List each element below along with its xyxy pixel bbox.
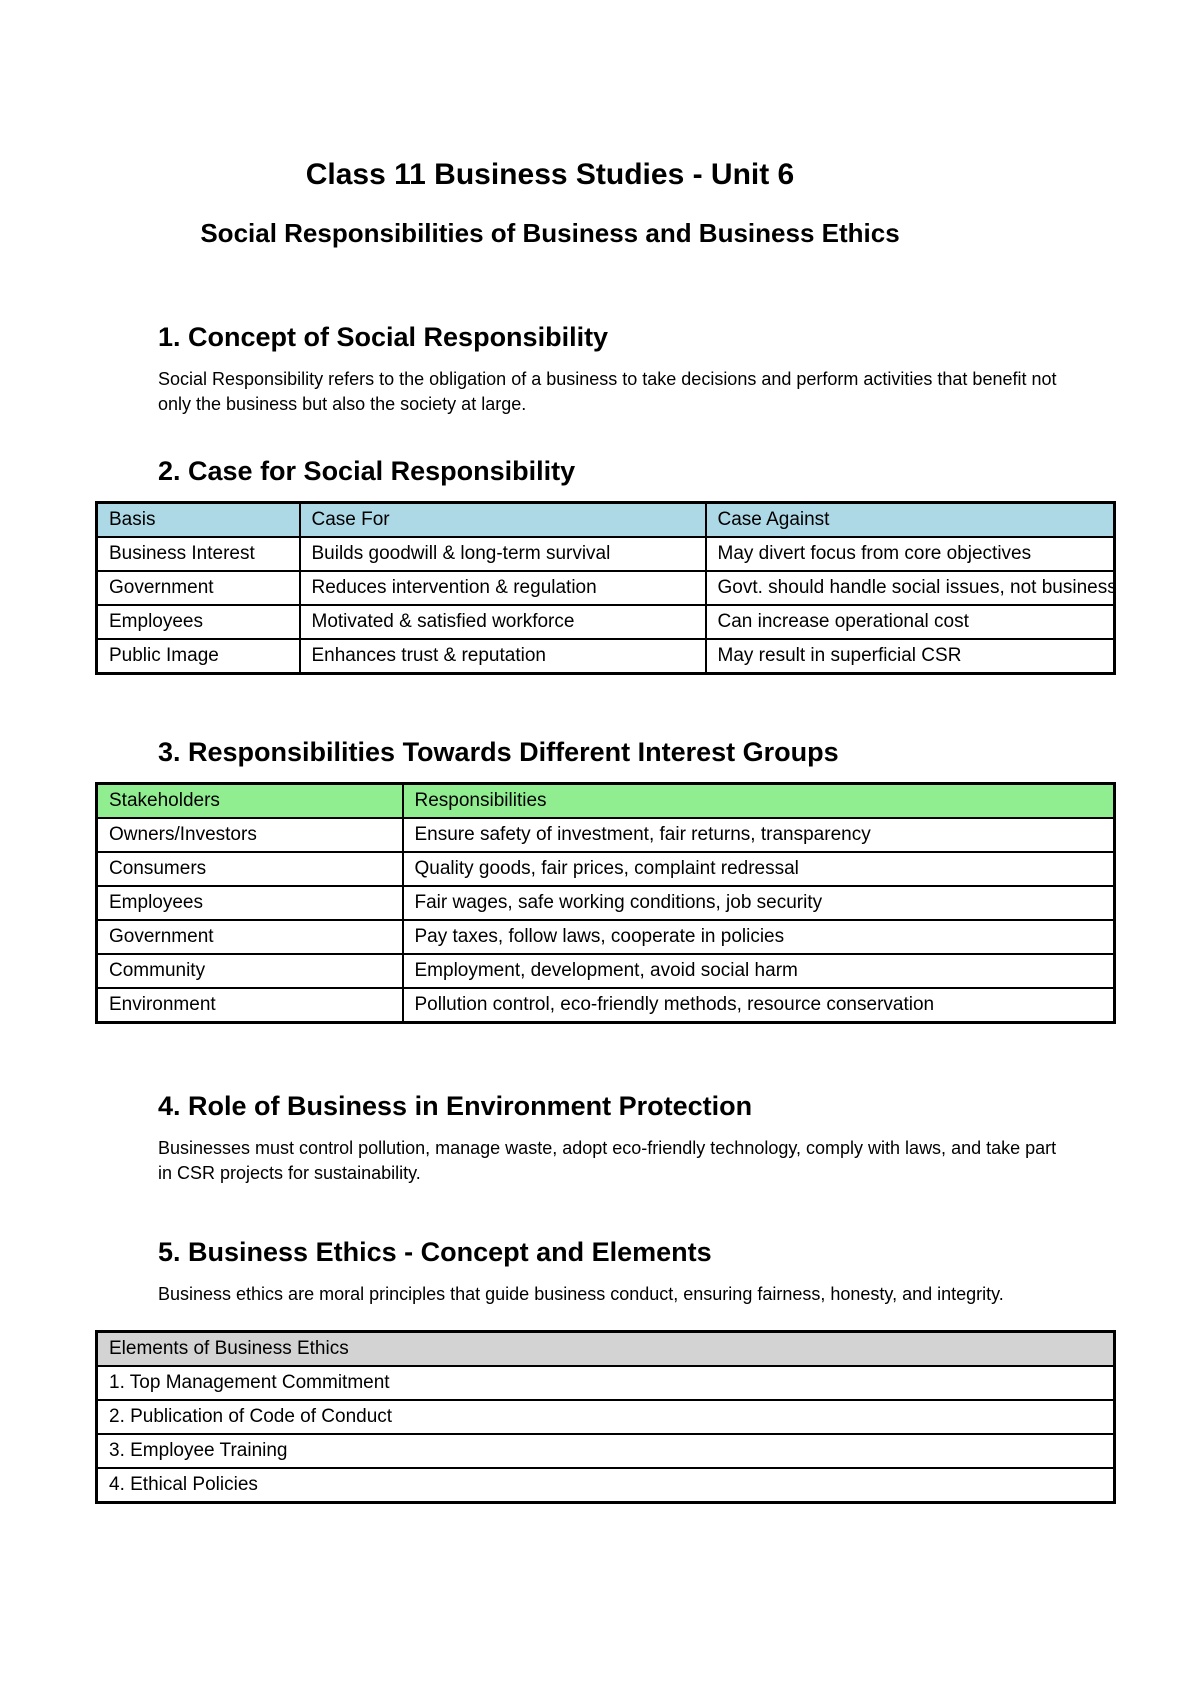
table-row [97, 605, 1115, 639]
section-heading-interest-groups: 3. Responsibilities Towards Different Interest Groups [158, 737, 839, 767]
concept-paragraph: Social Responsibility refers to the obligation of a business to take decisions and perform activities that benefit not only the business but also the society at large. [158, 369, 1057, 414]
table-cell: 3. Employee Training [97, 1434, 1115, 1468]
table-cell: Enhances trust & reputation [300, 639, 706, 674]
section-heading-case: 2. Case for Social Responsibility [158, 456, 576, 486]
table-row [97, 988, 1115, 1023]
header-cell-responsibilities: Responsibilities [403, 784, 1115, 819]
stakeholders-table [95, 782, 1116, 1024]
table-cell: Builds goodwill & long-term survival [300, 537, 706, 571]
header-cell-elements: Elements of Business Ethics [97, 1332, 1115, 1367]
table-cell: Fair wages, safe working conditions, job security [403, 886, 1115, 920]
environment-paragraph: Businesses must control pollution, manage waste, adopt eco-friendly technology, comply with laws, and take part in CSR projects for sustainability. [158, 1138, 1057, 1183]
table-row [97, 954, 1115, 988]
table-cell: Reduces intervention & regulation [300, 571, 706, 605]
table-row [97, 818, 1115, 852]
ethics-elements-table [95, 1330, 1116, 1504]
ethics-paragraph: Business ethics are moral principles that guide business conduct, ensuring fairness, honesty, and integrity. [158, 1284, 1004, 1304]
table-row [97, 886, 1115, 920]
section-heading-ethics: 5. Business Ethics - Concept and Elements [158, 1237, 712, 1267]
page-subtitle: Social Responsibilities of Business and Business Ethics [200, 218, 900, 248]
table-cell: 4. Ethical Policies [97, 1468, 1115, 1503]
table-row [97, 1366, 1115, 1400]
header-cell-stakeholders: Stakeholders [97, 784, 403, 819]
table-cell: Govt. should handle social issues, not business [706, 571, 1115, 605]
table-header-row [97, 784, 1115, 819]
table-cell: Employees [97, 886, 403, 920]
table-cell: Consumers [97, 852, 403, 886]
table-cell: Pay taxes, follow laws, cooperate in policies [403, 920, 1115, 954]
table-cell: 1. Top Management Commitment [97, 1366, 1115, 1400]
table-row [97, 1434, 1115, 1468]
table-cell: Business Interest [97, 537, 300, 571]
table-cell: Quality goods, fair prices, complaint redressal [403, 852, 1115, 886]
table-cell: Owners/Investors [97, 818, 403, 852]
table-cell: Motivated & satisfied workforce [300, 605, 706, 639]
table-row [97, 571, 1115, 605]
table-cell: 2. Publication of Code of Conduct [97, 1400, 1115, 1434]
case-table [95, 501, 1116, 675]
table-cell: Pollution control, eco-friendly methods, resource conservation [403, 988, 1115, 1023]
table-cell: Environment [97, 988, 403, 1023]
table-row [97, 537, 1115, 571]
table-cell: Employment, development, avoid social harm [403, 954, 1115, 988]
table-cell: May divert focus from core objectives [706, 537, 1115, 571]
table-cell: Community [97, 954, 403, 988]
header-cell-basis: Basis [97, 503, 300, 538]
table-row [97, 639, 1115, 674]
table-header-row [97, 503, 1115, 538]
page-title: Class 11 Business Studies - Unit 6 [305, 158, 795, 191]
table-row [97, 1400, 1115, 1434]
table-cell: Ensure safety of investment, fair returns, transparency [403, 818, 1115, 852]
table-cell: Government [97, 920, 403, 954]
table-cell: May result in superficial CSR [706, 639, 1115, 674]
table-cell: Can increase operational cost [706, 605, 1115, 639]
table-row [97, 1468, 1115, 1503]
table-row [97, 920, 1115, 954]
section-heading-concept: 1. Concept of Social Responsibility [158, 322, 609, 352]
header-cell-case-for: Case For [300, 503, 706, 538]
table-cell: Public Image [97, 639, 300, 674]
section-heading-environment: 4. Role of Business in Environment Protection [158, 1091, 753, 1121]
table-cell: Government [97, 571, 300, 605]
table-row [97, 852, 1115, 886]
header-cell-case-against: Case Against [706, 503, 1115, 538]
table-cell: Employees [97, 605, 300, 639]
table-header-row [97, 1332, 1115, 1367]
